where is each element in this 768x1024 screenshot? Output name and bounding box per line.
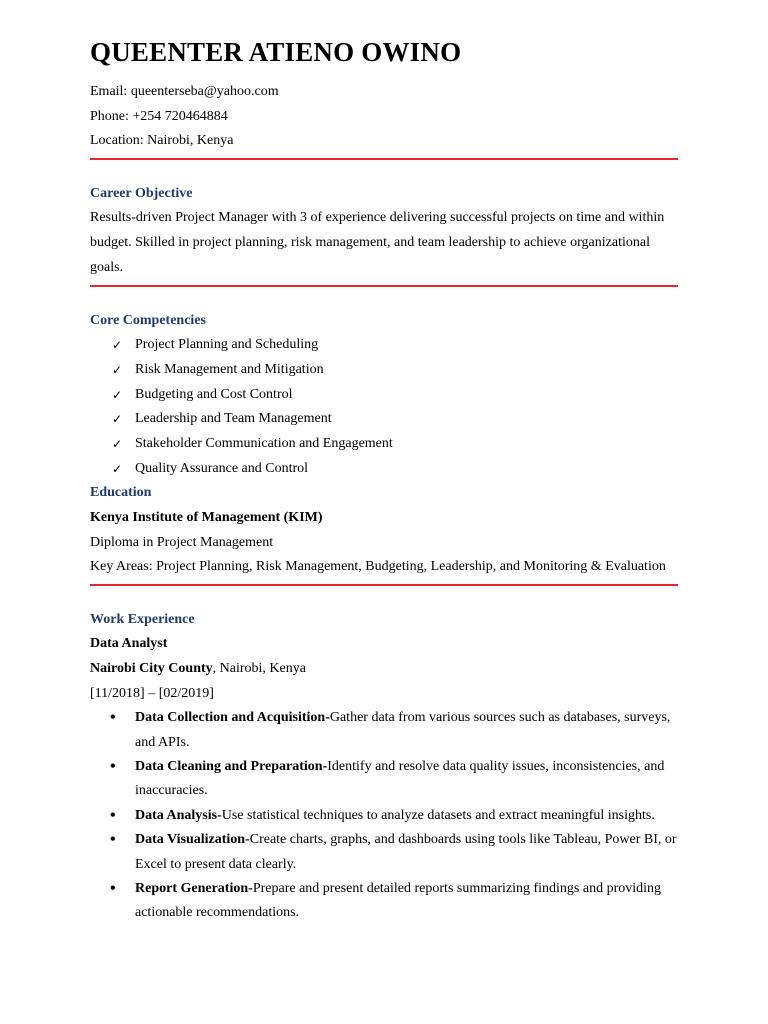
bullet-icon: • bbox=[110, 831, 116, 849]
list-item: • Data Collection and Acquisition-Gather data from various sources such as databases, surveys, and APIs. bbox=[90, 706, 678, 755]
list-item: • Data Cleaning and Preparation-Identify and resolve data quality issues, inconsistencies, and inaccuracies. bbox=[90, 755, 678, 804]
contact-block bbox=[90, 80, 678, 154]
check-icon: ✓ bbox=[112, 437, 123, 452]
contact-email: Email: queenterseba@yahoo.com bbox=[90, 84, 279, 99]
bullet-icon: • bbox=[110, 709, 116, 727]
education-heading: Education bbox=[90, 485, 152, 501]
check-icon: ✓ bbox=[112, 387, 123, 402]
job-role: Data Analyst bbox=[90, 636, 168, 652]
job-employer: Nairobi City County, Nairobi, Kenya bbox=[90, 661, 306, 677]
list-item: • Data Analysis-Use statistical techniques to analyze datasets and extract meaningful insights. bbox=[90, 804, 678, 828]
check-icon: ✓ bbox=[112, 363, 123, 378]
list-item: • Report Generation-Prepare and present detailed reports summarizing findings and providing actionable recommendations. bbox=[90, 877, 678, 926]
list-item: ✓ Project Planning and Scheduling bbox=[90, 333, 678, 358]
resume-content bbox=[90, 34, 678, 926]
duties-list bbox=[90, 706, 678, 926]
competencies-heading: Core Competencies bbox=[90, 312, 206, 328]
list-item: ✓ Risk Management and Mitigation bbox=[90, 358, 678, 383]
competencies-list bbox=[90, 333, 678, 481]
experience-heading: Work Experience bbox=[90, 611, 195, 627]
education-key-areas: Key Areas: Project Planning, Risk Management, Budgeting, Leadership, and Monitoring & Evaluation bbox=[90, 559, 666, 575]
bullet-icon: • bbox=[110, 806, 116, 824]
bullet-icon: • bbox=[110, 880, 116, 898]
list-item: ✓ Budgeting and Cost Control bbox=[90, 383, 678, 408]
check-icon: ✓ bbox=[112, 461, 123, 476]
job-dates: [11/2018] – [02/2019] bbox=[90, 685, 214, 701]
candidate-name: QUEENTER ATIENO OWINO bbox=[90, 37, 462, 67]
education-qualification: Diploma in Project Management bbox=[90, 534, 274, 550]
list-item: ✓ Quality Assurance and Control bbox=[90, 457, 678, 482]
check-icon: ✓ bbox=[112, 412, 123, 427]
contact-location: Location: Nairobi, Kenya bbox=[90, 133, 234, 149]
objective-text: Results-driven Project Manager with 3 of experience delivering successful projects on time and within budget. Skilled in project planning, risk management, and team leadership to achieve organizational goals. bbox=[90, 210, 665, 275]
list-item: ✓ Stakeholder Communication and Engagement bbox=[90, 432, 678, 457]
contact-phone: Phone: +254 720464884 bbox=[90, 108, 228, 124]
list-item: ✓ Leadership and Team Management bbox=[90, 407, 678, 432]
bullet-icon: • bbox=[110, 758, 116, 776]
education-institution: Kenya Institute of Management (KIM) bbox=[90, 510, 323, 526]
list-item: • Data Visualization-Create charts, graphs, and dashboards using tools like Tableau, Power BI, or Excel to present data clearly. bbox=[90, 828, 678, 877]
check-icon: ✓ bbox=[112, 338, 123, 353]
objective-heading: Career Objective bbox=[90, 185, 193, 201]
